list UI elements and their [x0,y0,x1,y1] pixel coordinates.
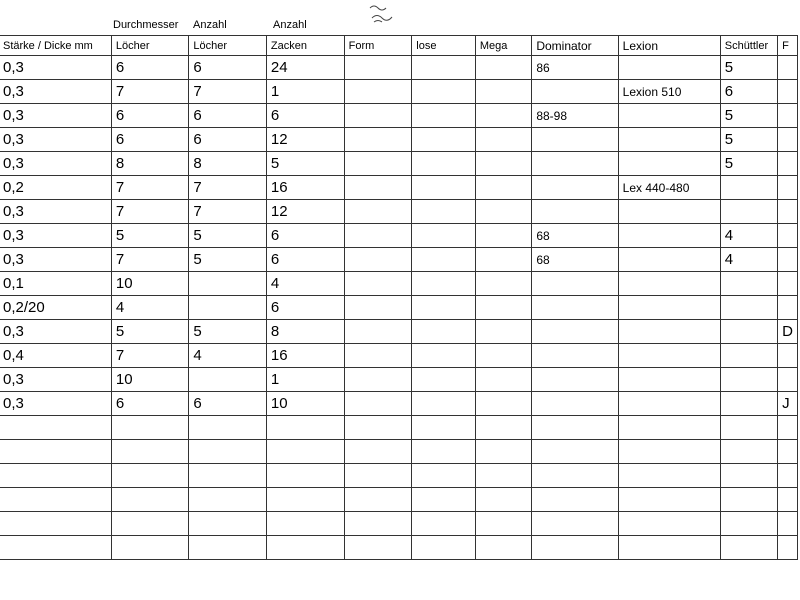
cell-lose[interactable] [412,344,476,368]
cell-zacken[interactable]: 4 [266,272,344,296]
table-row [0,392,798,416]
cell-lose[interactable] [412,512,476,536]
cell-dominator[interactable] [532,272,618,296]
cell-f[interactable] [778,272,798,296]
cell-zacken[interactable]: 10 [266,392,344,416]
cell-f[interactable] [778,200,798,224]
table-row [0,416,798,440]
cell-mega[interactable] [475,248,531,272]
cell-form[interactable] [344,248,412,272]
table-row [0,80,798,104]
cell-form[interactable] [344,296,412,320]
cell-loecher-durchmesser[interactable]: 6 [111,56,189,80]
table-row [0,464,798,488]
cell-loecher-anzahl[interactable] [189,368,267,392]
cell-mega[interactable] [475,320,531,344]
cell-loecher-durchmesser[interactable] [111,512,189,536]
cell-loecher-durchmesser[interactable] [111,536,189,560]
cell-f[interactable] [778,248,798,272]
cell-dominator[interactable]: 88-98 [532,104,618,128]
cell-f[interactable] [778,80,798,104]
cell-lexion[interactable]: Lex 440-480 [618,176,720,200]
cell-f[interactable] [778,536,798,560]
column-header-mega[interactable]: Mega [475,36,531,56]
cell-lexion[interactable] [618,200,720,224]
cell-lexion[interactable] [618,152,720,176]
column-header-f[interactable]: F [778,36,798,56]
cell-loecher-anzahl[interactable]: 5 [189,320,267,344]
cell-lose[interactable] [412,224,476,248]
cell-loecher-anzahl[interactable] [189,440,267,464]
cell-dominator[interactable]: 68 [532,224,618,248]
cell-dominator[interactable] [532,128,618,152]
cell-staerke[interactable]: 0,3 [0,392,111,416]
column-header-form[interactable]: Form [344,36,412,56]
cell-lexion[interactable] [618,536,720,560]
cell-schuettler[interactable] [720,392,777,416]
cell-lexion[interactable] [618,128,720,152]
cell-staerke[interactable]: 0,4 [0,344,111,368]
cell-lexion[interactable] [618,368,720,392]
cell-form[interactable] [344,416,412,440]
cell-mega[interactable] [475,296,531,320]
spreadsheet-table [0,35,798,560]
cell-lexion[interactable] [618,512,720,536]
cell-zacken[interactable]: 6 [266,224,344,248]
table-row [0,56,798,80]
cell-staerke[interactable] [0,536,111,560]
cell-loecher-anzahl[interactable]: 6 [189,104,267,128]
cell-zacken[interactable]: 1 [266,80,344,104]
header-row [0,36,798,56]
cell-form[interactable] [344,512,412,536]
table-row [0,272,798,296]
cell-f[interactable] [778,344,798,368]
cell-staerke[interactable]: 0,2 [0,176,111,200]
cell-dominator[interactable] [532,464,618,488]
cell-loecher-anzahl[interactable] [189,296,267,320]
cell-loecher-anzahl[interactable]: 5 [189,224,267,248]
cell-staerke[interactable]: 0,3 [0,56,111,80]
cell-lexion[interactable] [618,56,720,80]
cell-loecher-durchmesser[interactable]: 4 [111,296,189,320]
cell-loecher-anzahl[interactable]: 5 [189,248,267,272]
cell-lose[interactable] [412,320,476,344]
cell-zacken[interactable] [266,464,344,488]
cell-mega[interactable] [475,392,531,416]
cell-loecher-anzahl[interactable]: 7 [189,80,267,104]
cell-staerke[interactable] [0,488,111,512]
cell-lose[interactable] [412,248,476,272]
cell-staerke[interactable] [0,464,111,488]
cell-mega[interactable] [475,344,531,368]
cell-dominator[interactable] [532,416,618,440]
cell-lose[interactable] [412,128,476,152]
cell-zacken[interactable]: 1 [266,368,344,392]
cell-loecher-anzahl[interactable] [189,272,267,296]
cell-staerke[interactable]: 0,3 [0,152,111,176]
cell-loecher-anzahl[interactable]: 8 [189,152,267,176]
cell-f[interactable] [778,152,798,176]
cell-f[interactable] [778,176,798,200]
cell-schuettler[interactable]: 5 [720,128,777,152]
cell-loecher-anzahl[interactable] [189,512,267,536]
cell-schuettler[interactable]: 6 [720,80,777,104]
cell-lose[interactable] [412,80,476,104]
cell-dominator[interactable] [532,80,618,104]
cell-form[interactable] [344,176,412,200]
cell-mega[interactable] [475,440,531,464]
cell-dominator[interactable]: 86 [532,56,618,80]
cell-form[interactable] [344,488,412,512]
cell-loecher-durchmesser[interactable]: 10 [111,368,189,392]
cell-schuettler[interactable] [720,464,777,488]
cell-lose[interactable] [412,464,476,488]
cell-staerke[interactable]: 0,3 [0,224,111,248]
cell-zacken[interactable] [266,536,344,560]
cell-schuettler[interactable] [720,296,777,320]
cell-loecher-anzahl[interactable]: 4 [189,344,267,368]
table-row [0,296,798,320]
cell-form[interactable] [344,368,412,392]
cell-staerke[interactable]: 0,3 [0,248,111,272]
cell-schuettler[interactable] [720,536,777,560]
cell-loecher-durchmesser[interactable]: 6 [111,392,189,416]
cell-f[interactable] [778,128,798,152]
cell-form[interactable] [344,272,412,296]
cell-form[interactable] [344,80,412,104]
cell-mega[interactable] [475,128,531,152]
cell-schuettler[interactable] [720,200,777,224]
cell-loecher-anzahl[interactable] [189,464,267,488]
cell-zacken[interactable]: 8 [266,320,344,344]
table-row [0,176,798,200]
cell-lose[interactable] [412,296,476,320]
cell-loecher-durchmesser[interactable]: 8 [111,152,189,176]
cell-lexion[interactable] [618,320,720,344]
cell-f[interactable] [778,488,798,512]
cell-zacken[interactable]: 16 [266,176,344,200]
cell-schuettler[interactable] [720,416,777,440]
cell-zacken[interactable]: 6 [266,296,344,320]
cell-form[interactable] [344,224,412,248]
header-anzahl-locher: Anzahl [193,19,227,31]
cell-loecher-durchmesser[interactable]: 7 [111,344,189,368]
cell-lose[interactable] [412,200,476,224]
table-row [0,488,798,512]
cell-lose[interactable] [412,416,476,440]
cell-dominator[interactable] [532,344,618,368]
cell-loecher-durchmesser[interactable]: 5 [111,320,189,344]
cell-lexion[interactable] [618,224,720,248]
cell-mega[interactable] [475,152,531,176]
table-row [0,536,798,560]
cell-schuettler[interactable] [720,272,777,296]
cell-mega[interactable] [475,416,531,440]
cell-lose[interactable] [412,152,476,176]
cell-schuettler[interactable]: 4 [720,224,777,248]
cell-lose[interactable] [412,176,476,200]
cell-form[interactable] [344,344,412,368]
cell-loecher-anzahl[interactable]: 7 [189,200,267,224]
cell-lexion[interactable] [618,416,720,440]
column-header-lexion[interactable]: Lexion [618,36,720,56]
table-row [0,224,798,248]
cell-dominator[interactable] [532,368,618,392]
cell-staerke[interactable] [0,512,111,536]
table-row [0,440,798,464]
cell-dominator[interactable] [532,152,618,176]
cell-lexion[interactable] [618,344,720,368]
cell-f[interactable]: D [778,320,798,344]
column-header-loecher-anzahl[interactable]: Löcher [189,36,267,56]
cell-staerke[interactable]: 0,3 [0,368,111,392]
cell-lose[interactable] [412,488,476,512]
cell-lexion[interactable]: Lexion 510 [618,80,720,104]
cell-loecher-anzahl[interactable] [189,488,267,512]
column-header-loecher-durchmesser[interactable]: Löcher [111,36,189,56]
cell-lexion[interactable] [618,248,720,272]
cell-form[interactable] [344,536,412,560]
cell-lexion[interactable] [618,392,720,416]
header-durchmesser: Durchmesser [113,19,179,31]
cell-f[interactable] [778,368,798,392]
cell-loecher-durchmesser[interactable] [111,440,189,464]
cell-staerke[interactable]: 0,3 [0,200,111,224]
cell-loecher-anzahl[interactable]: 6 [189,128,267,152]
cell-loecher-durchmesser[interactable]: 7 [111,176,189,200]
cell-f[interactable] [778,296,798,320]
cell-staerke[interactable]: 0,1 [0,272,111,296]
cell-dominator[interactable] [532,200,618,224]
cell-dominator[interactable] [532,392,618,416]
cell-form[interactable] [344,152,412,176]
cell-zacken[interactable] [266,416,344,440]
cell-loecher-anzahl[interactable] [189,536,267,560]
cell-form[interactable] [344,320,412,344]
cell-mega[interactable] [475,272,531,296]
cell-schuettler[interactable] [720,344,777,368]
cell-staerke[interactable]: 0,2/20 [0,296,111,320]
cell-f[interactable] [778,440,798,464]
table-row [0,248,798,272]
cell-lexion[interactable] [618,272,720,296]
table-row [0,152,798,176]
cell-mega[interactable] [475,464,531,488]
cell-loecher-anzahl[interactable] [189,416,267,440]
table-row [0,104,798,128]
cell-lexion[interactable] [618,488,720,512]
cell-lose[interactable] [412,272,476,296]
cell-zacken[interactable] [266,440,344,464]
cell-form[interactable] [344,104,412,128]
cell-zacken[interactable]: 5 [266,152,344,176]
cell-loecher-anzahl[interactable]: 6 [189,392,267,416]
column-header-zacken[interactable]: Zacken [266,36,344,56]
cell-form[interactable] [344,200,412,224]
cell-mega[interactable] [475,488,531,512]
table-body [0,56,798,560]
cell-schuettler[interactable] [720,488,777,512]
table-row [0,128,798,152]
cell-zacken[interactable]: 6 [266,104,344,128]
cell-loecher-anzahl[interactable]: 7 [189,176,267,200]
cell-zacken[interactable]: 12 [266,128,344,152]
cell-schuettler[interactable]: 5 [720,56,777,80]
cell-f[interactable] [778,464,798,488]
cell-loecher-anzahl[interactable]: 6 [189,56,267,80]
cell-schuettler[interactable]: 5 [720,104,777,128]
cell-mega[interactable] [475,512,531,536]
cell-loecher-durchmesser[interactable]: 6 [111,104,189,128]
table-row [0,320,798,344]
cell-staerke[interactable]: 0,3 [0,128,111,152]
cell-mega[interactable] [475,56,531,80]
cell-f[interactable] [778,104,798,128]
cell-dominator[interactable] [532,440,618,464]
cell-lexion[interactable] [618,296,720,320]
cell-loecher-durchmesser[interactable]: 6 [111,128,189,152]
cell-mega[interactable] [475,104,531,128]
cell-f[interactable] [778,512,798,536]
cell-form[interactable] [344,464,412,488]
cell-loecher-durchmesser[interactable] [111,488,189,512]
cell-schuettler[interactable] [720,512,777,536]
cell-loecher-durchmesser[interactable]: 5 [111,224,189,248]
table-row [0,512,798,536]
cell-schuettler[interactable] [720,440,777,464]
cell-lose[interactable] [412,392,476,416]
cell-f[interactable]: J [778,392,798,416]
cell-loecher-durchmesser[interactable]: 7 [111,248,189,272]
cell-staerke[interactable] [0,440,111,464]
header-anzahl-zacken: Anzahl [273,19,307,31]
table-row [0,368,798,392]
cell-schuettler[interactable]: 4 [720,248,777,272]
cell-dominator[interactable] [532,176,618,200]
cell-lexion[interactable] [618,464,720,488]
cell-f[interactable] [778,56,798,80]
table-row [0,200,798,224]
cell-loecher-durchmesser[interactable]: 7 [111,200,189,224]
cell-dominator[interactable]: 68 [532,248,618,272]
cell-lose[interactable] [412,440,476,464]
cell-dominator[interactable] [532,296,618,320]
cell-staerke[interactable]: 0,3 [0,104,111,128]
cell-zacken[interactable]: 16 [266,344,344,368]
cell-form[interactable] [344,128,412,152]
cell-zacken[interactable]: 24 [266,56,344,80]
cell-staerke[interactable]: 0,3 [0,80,111,104]
cell-f[interactable] [778,416,798,440]
cell-lexion[interactable] [618,440,720,464]
cell-loecher-durchmesser[interactable] [111,464,189,488]
cell-mega[interactable] [475,200,531,224]
cell-zacken[interactable] [266,488,344,512]
cell-schuettler[interactable] [720,368,777,392]
cell-dominator[interactable] [532,320,618,344]
cell-lose[interactable] [412,104,476,128]
cell-loecher-durchmesser[interactable]: 10 [111,272,189,296]
cell-schuettler[interactable] [720,176,777,200]
cell-dominator[interactable] [532,512,618,536]
cell-lose[interactable] [412,56,476,80]
column-header-lose[interactable]: lose [412,36,476,56]
cell-form[interactable] [344,392,412,416]
cell-form[interactable] [344,56,412,80]
cell-dominator[interactable] [532,488,618,512]
cell-mega[interactable] [475,368,531,392]
cell-f[interactable] [778,224,798,248]
column-header-dominator[interactable]: Dominator [532,36,618,56]
cell-staerke[interactable]: 0,3 [0,320,111,344]
cell-dominator[interactable] [532,536,618,560]
cell-form[interactable] [344,440,412,464]
cell-lose[interactable] [412,536,476,560]
cell-mega[interactable] [475,80,531,104]
cell-schuettler[interactable]: 5 [720,152,777,176]
column-header-schuettler[interactable]: Schüttler [720,36,777,56]
cell-mega[interactable] [475,536,531,560]
cell-mega[interactable] [475,176,531,200]
cell-lose[interactable] [412,368,476,392]
cell-schuettler[interactable] [720,320,777,344]
squiggle-icon [368,2,394,24]
column-header-staerke[interactable]: Stärke / Dicke mm [0,36,111,56]
cell-loecher-durchmesser[interactable] [111,416,189,440]
cell-mega[interactable] [475,224,531,248]
cell-zacken[interactable]: 12 [266,200,344,224]
cell-loecher-durchmesser[interactable]: 7 [111,80,189,104]
table-row [0,344,798,368]
cell-staerke[interactable] [0,416,111,440]
cell-lexion[interactable] [618,104,720,128]
cell-zacken[interactable]: 6 [266,248,344,272]
cell-zacken[interactable] [266,512,344,536]
